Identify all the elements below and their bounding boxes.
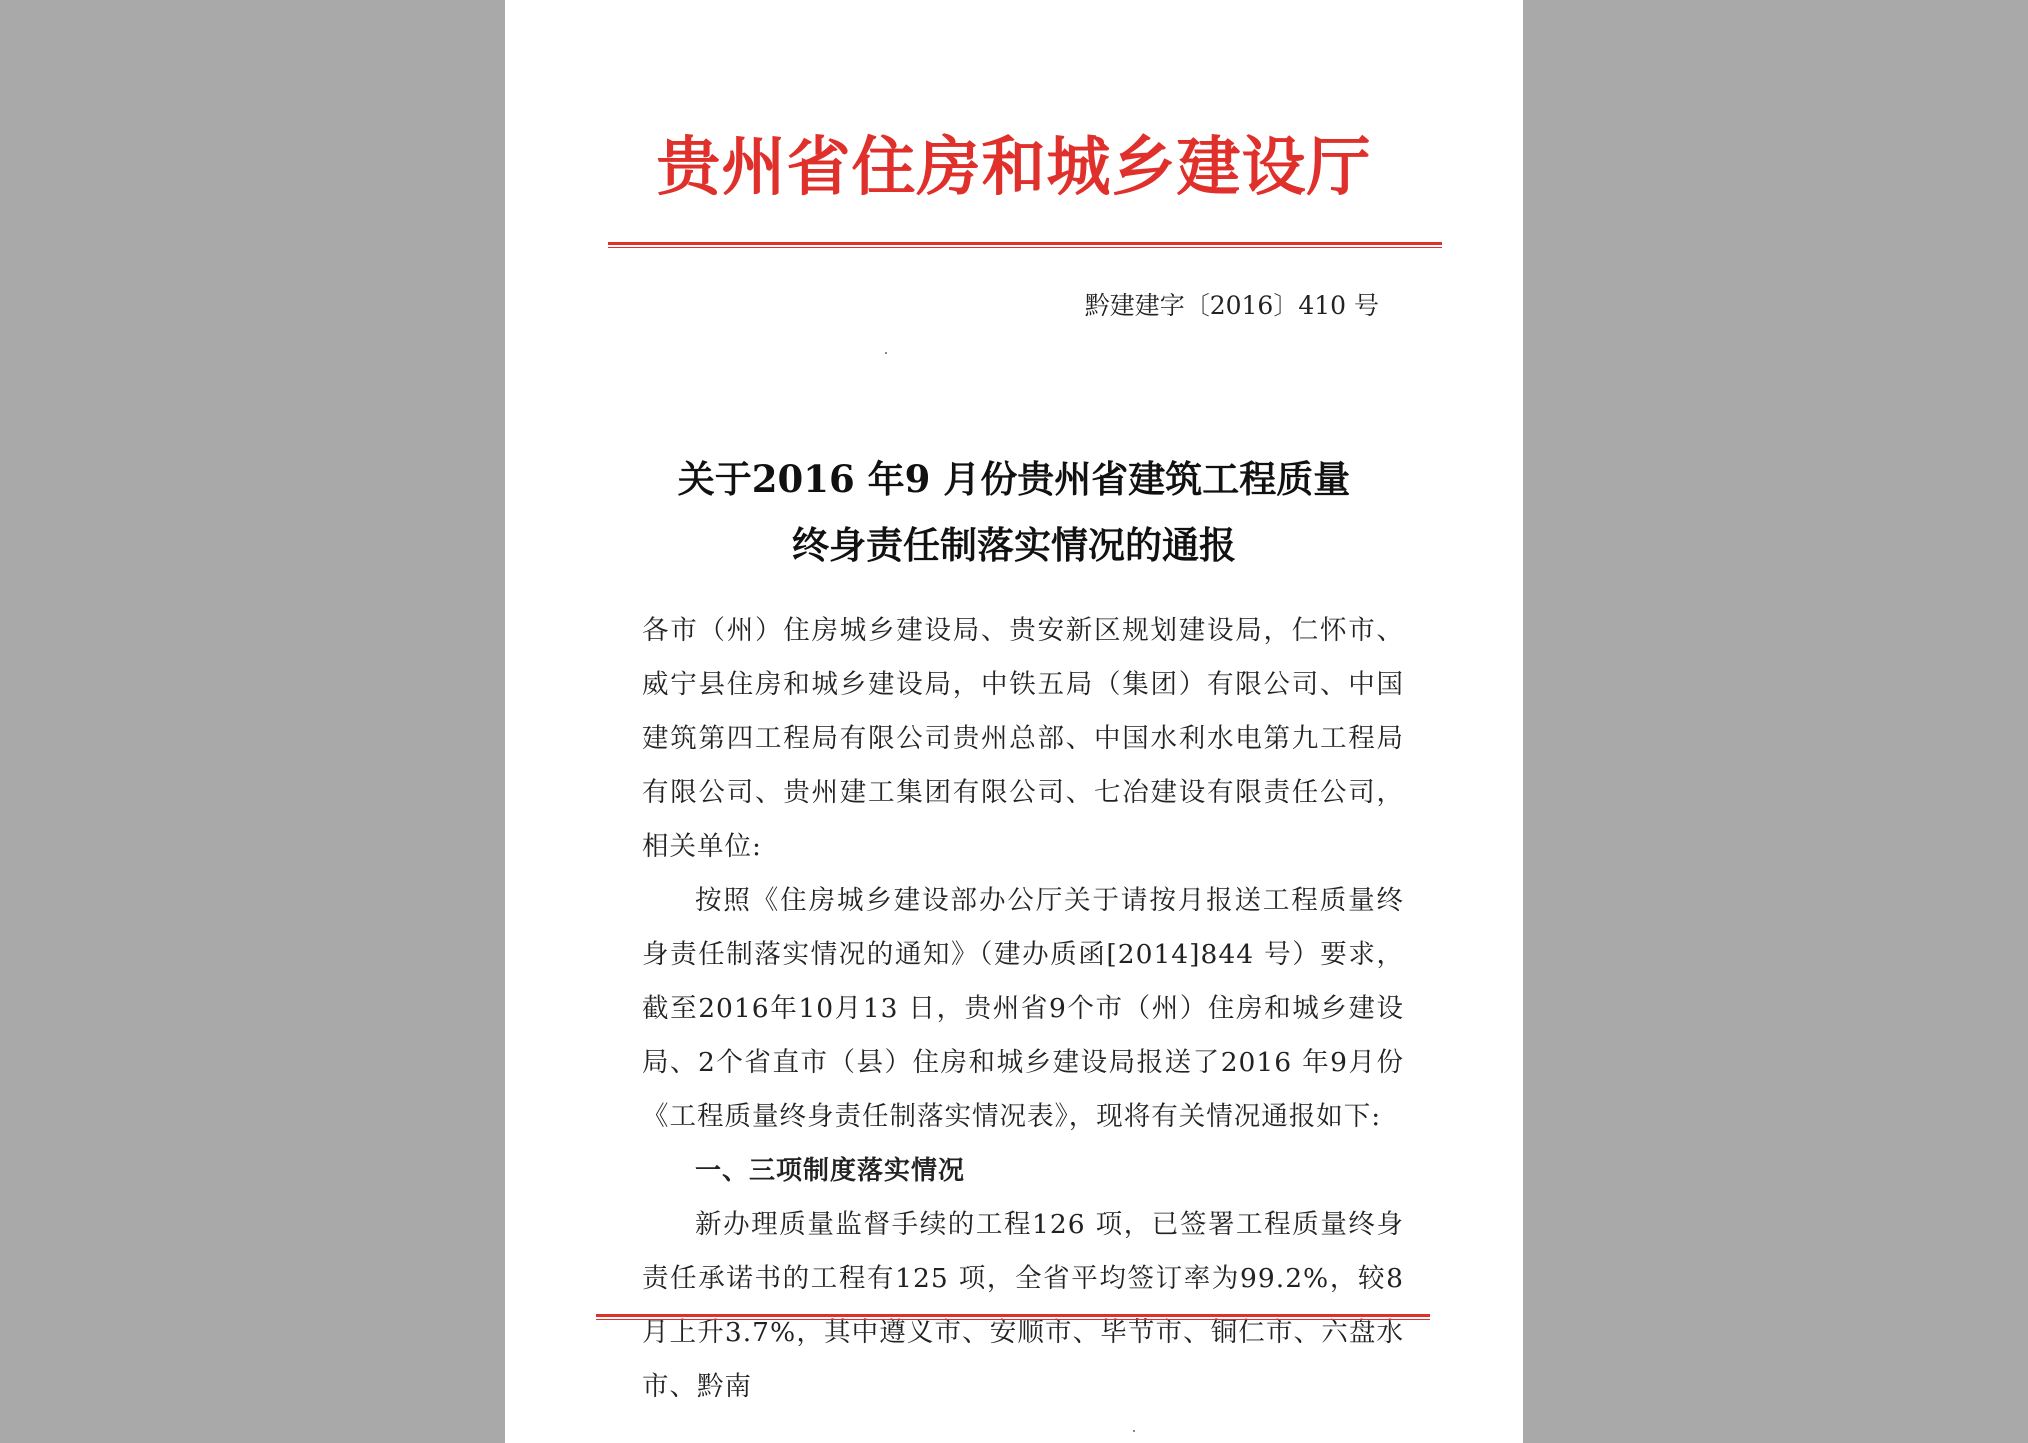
body-paragraph-2: 新办理质量监督手续的工程126 项，已签署工程质量终身责任承诺书的工程有125 项，全省平均签订率为99.2%，较8 月上升3.7%，其中遵义市、安顺市、毕节市、铜仁市、六盘水市、黔南 [642,1209,1404,1402]
recipients-paragraph: 各市（州）住房城乡建设局、贵安新区规划建设局，仁怀市、威宁县住房和城乡建设局，中铁五局（集团）有限公司、中国建筑第四工程局有限公司贵州总部、中国水利水电第九工程局有限公司、贵州建工集团有限公司、七冶建设有限责任公司，相关单位: [642,615,1404,862]
section-heading-1: 一、三项制度落实情况 [695,1156,966,1186]
issuing-authority-header: 贵州省住房和城乡建设厅 [656,131,1372,205]
notice-title-line-2: 终身责任制落实情况的通报 [792,523,1236,567]
document-number: 黔建建字〔2016〕410 号 [1084,291,1379,320]
footer-red-rule [596,1314,1430,1320]
document-page [505,0,1523,1443]
notice-title [505,446,1523,578]
notice-title-line-1: 关于2016 年9 月份贵州省建筑工程质量 [677,457,1351,501]
body-paragraph-1: 按照《住房城乡建设部办公厅关于请按月报送工程质量终身责任制落实情况的通知》（建办质函[2014]844 号）要求，截至2016年10月13 日，贵州省9个市（州）住房和城乡建设局、2个省直市（县）住房和城乡建设局报送了2016 年9月份《工程质量终身责任制落实情况表》，现将有关情况通报如下: [642,885,1404,1132]
scan-speck [885,352,887,354]
scan-speck [1133,1430,1135,1432]
header-red-rule [608,242,1442,248]
document-body [642,604,1404,1414]
